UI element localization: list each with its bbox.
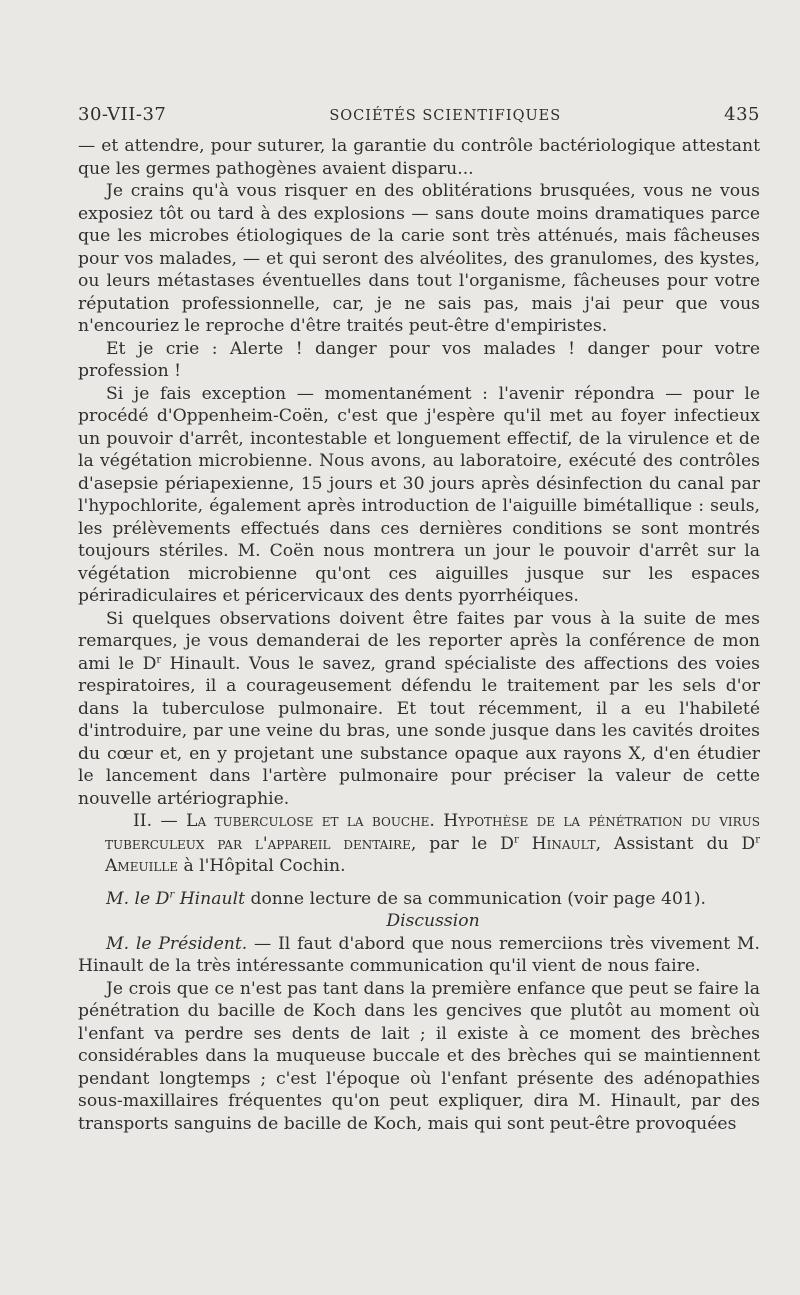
section-sup-1: r — [513, 833, 519, 845]
discussion-paragraph-1 — [78, 933, 760, 978]
section-author: Hinault — [518, 833, 596, 854]
paragraph-4: Si je fais exception — momentanément : l'avenir répondra — pour le procédé d'Oppenheim-Coën, c'est que j'espère qu'il met au foyer infectieux un pouvoir d'arrêt, incontestable et longuement effectif, de la virulence et de la végétation microbienne. Nous avons, au laboratoire, exécuté des contrôles d'asepsie périapexienne, 15 jours et 30 jours après désinfection du canal par l'hypochlorite, également après introduction de l'aiguille bimétallique : seuls, les prélèvements effectués dans ces dernières conditions se sont montrés toujours stériles. M. Coën nous montrera un jour le pouvoir d'arrêt sur la végétation microbienne qu'ont ces aiguilles jusque sur les espaces périradiculaires et péricervicaux des dents pyorrhéiques. — [78, 383, 760, 606]
body-text — [78, 135, 760, 1135]
paragraph-5-a: Si quelques observations doivent être faites par vous à la suite de mes remarques, je vous demanderai de les reporter après la conférence de mon ami le D — [78, 608, 760, 674]
section-heading — [78, 810, 760, 878]
section-place: à l'Hôpital Cochin. — [178, 856, 346, 876]
paragraph-5-b: Hinault. Vous le savez, grand spécialiste des affections des voies respiratoires, il a courageusement défendu le traitement par les sels d'or dans la tuberculose pulmonaire. Et tout récemment, il a eu l'habileté d'introduire, par une veine du bras, une sonde jusque dans les cavités droites du cœur et, en y projetant une substance opaque aux rayons X, d'en étudier le lancement dans l'artère pulmonaire pour préciser la valeur de cette nouvelle artériographie. — [78, 653, 760, 809]
header-title: SOCIÉTÉS SCIENTIFIQUES — [329, 108, 562, 124]
running-header — [78, 104, 760, 125]
paragraph-5 — [78, 608, 760, 811]
discussion-paragraph-2: Je crois que ce n'est pas tant dans la première enfance que peut se faire la pénétration du bacille de Koch dans les gencives que plutôt au moment où l'enfant va perdre ses dents de lait ; il existe à ce moment des brèches considérables dans la muqueuse buccale et des brèches qui se maintiennent pendant longtemps ; c'est l'époque où l'enfant présente des adénopathies sous-maxillaires fréquentes qu'on peut expliquer, dira M. Hinault, par des transports sanguins de bacille de Koch, mais qui sont peut-être provoquées — [78, 978, 760, 1134]
paragraph-3: Et je crie : Alerte ! danger pour vos malades ! danger pour votre profession ! — [78, 338, 760, 381]
paragraph-1: — et attendre, pour suturer, la garantie du contrôle bactériologique attestant que les germes pathogènes avaient disparu... — [78, 136, 760, 179]
section-title: La tuberculose et la bouche. Hypothèse de la pénétration du virus tuberculeux par l'appareil dentaire — [105, 811, 760, 854]
lecture-text: donne lecture de sa communication (voir page 401). — [244, 888, 707, 909]
section-by: , par le D — [410, 833, 514, 854]
paragraph-5-sup: r — [156, 653, 162, 665]
section-role: , Assistant du D — [595, 833, 756, 854]
header-date: 30-VII-37 — [78, 104, 167, 125]
lecture-sup: r — [169, 888, 175, 900]
discussion-speaker: M. le Président. — [106, 933, 248, 954]
discussion-heading: Discussion — [386, 911, 480, 931]
lecture-speaker: M. le D — [106, 888, 170, 909]
section-sup-2: r — [755, 833, 760, 845]
lecture-line — [78, 888, 760, 911]
page-number: 435 — [724, 104, 760, 125]
paragraph-2: Je crains qu'à vous risquer en des oblitérations brusquées, vous ne vous exposiez tôt ou tard à des explosions — sans doute moins dramatiques parce que les microbes étiologiques de la carie sont très atténués, mais fâcheuses pour vos malades, — et qui seront des alvéolites, des granulomes, des kystes, ou leurs métastases éventuelles dans tout l'organisme, fâcheuses pour votre réputation professionnelle, car, je ne sais pas, mais j'ai peur que vous n'encouriez le reproche d'être traités peut-être d'empiristes. — [78, 181, 760, 336]
section-chief: Ameuille — [105, 856, 179, 876]
section-number: II. — — [133, 811, 187, 831]
discussion-text-1: — Il faut d'abord que nous remerciions très vivement M. Hinault de la très intéressante communication qu'il vient de nous faire. — [78, 933, 760, 976]
lecture-speaker-name: Hinault — [174, 888, 245, 909]
